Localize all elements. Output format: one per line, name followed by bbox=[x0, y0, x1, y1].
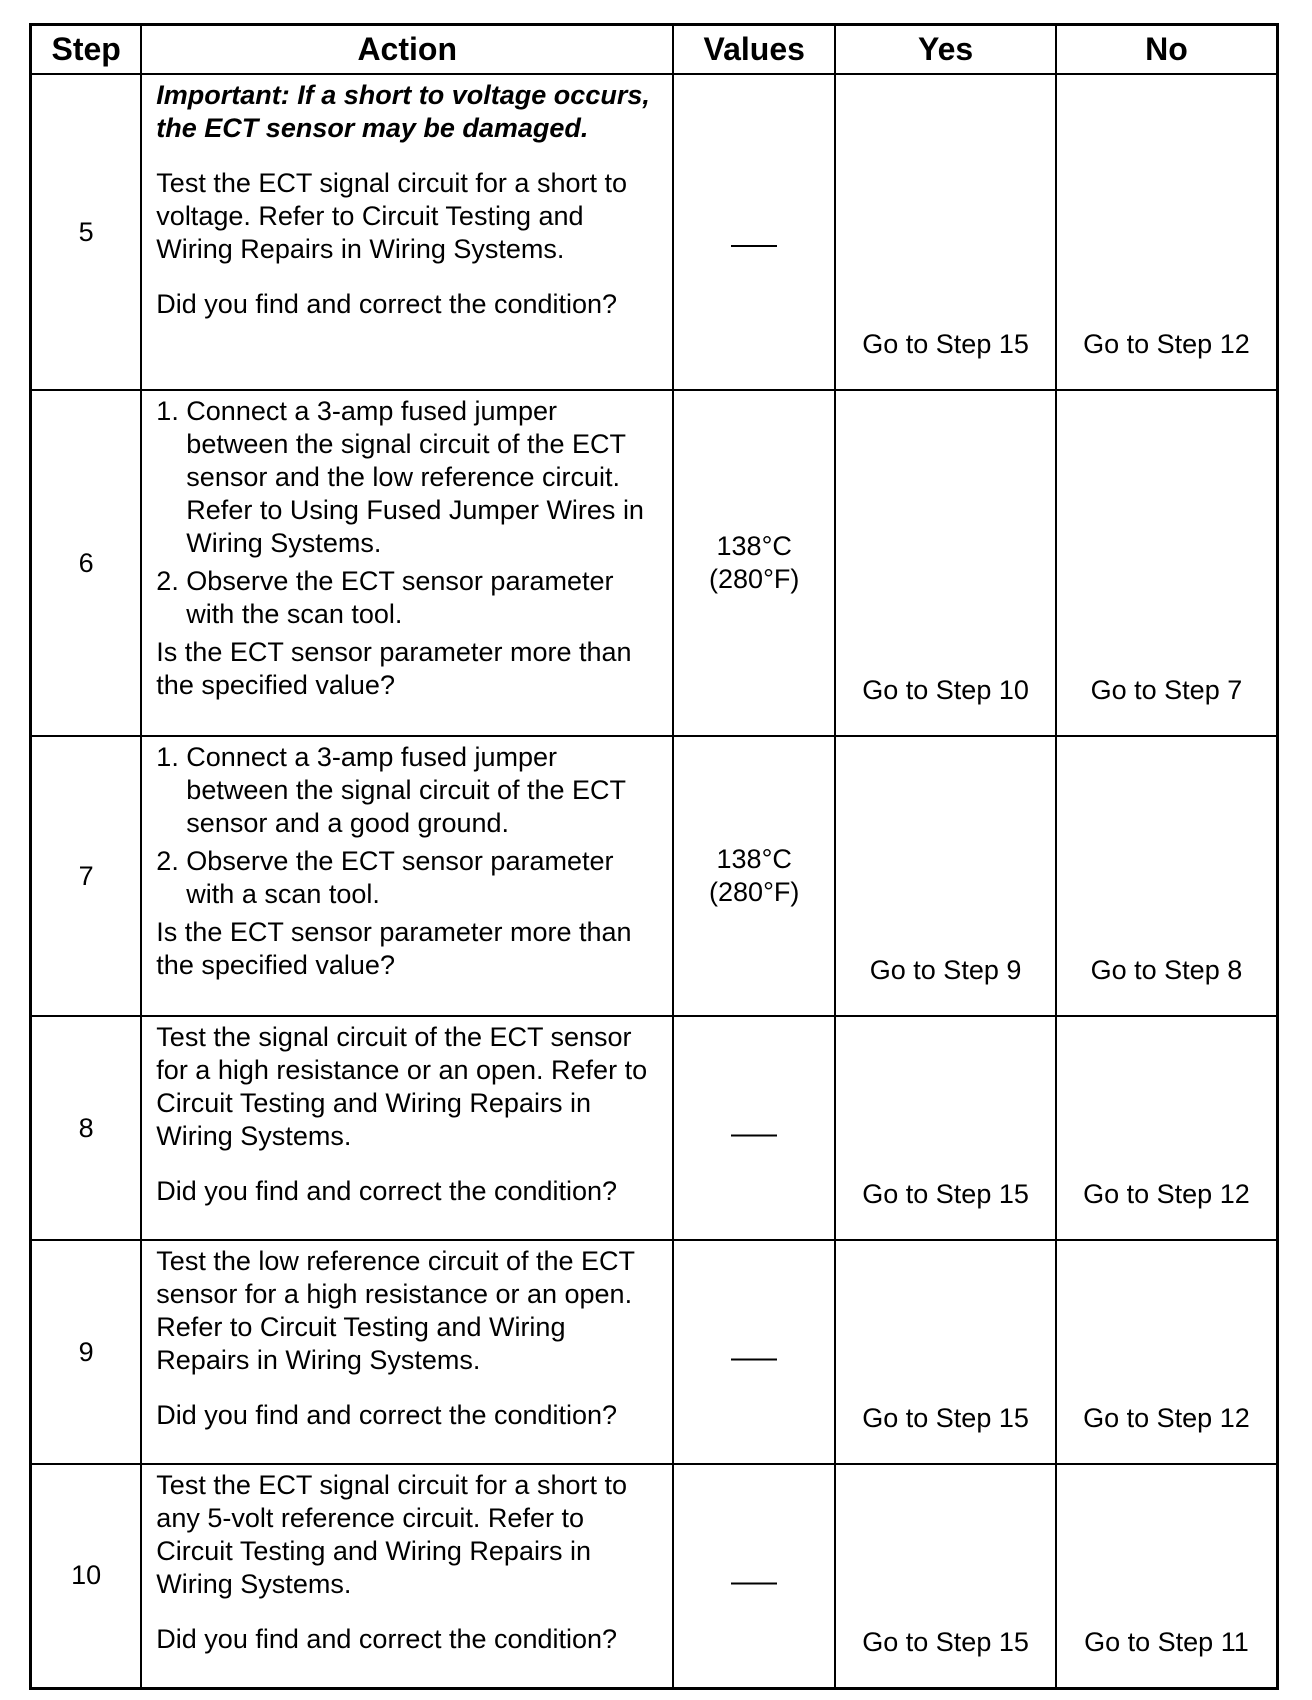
action-cell bbox=[141, 1240, 673, 1464]
yes-cell: Go to Step 10 bbox=[835, 390, 1056, 736]
item-text: Observe the ECT sensor parameter with a scan tool. bbox=[186, 846, 614, 909]
yes-cell: Go to Step 9 bbox=[835, 736, 1056, 1016]
item-number: 2. bbox=[156, 566, 179, 596]
list-item bbox=[156, 845, 658, 911]
no-value-dash bbox=[731, 1582, 777, 1584]
values-cell bbox=[673, 1240, 835, 1464]
values-cell bbox=[673, 1464, 835, 1688]
step-number: 8 bbox=[31, 1016, 142, 1240]
action-question: Is the ECT sensor parameter more than the specified value? bbox=[156, 917, 632, 980]
action-text: Test the signal circuit of the ECT sensor for a high resistance or an open. Refer to Circuit Testing and Wiring Repairs in Wiring Systems. bbox=[156, 1022, 648, 1151]
table-row bbox=[31, 74, 1278, 390]
header-values: Values bbox=[673, 25, 835, 75]
header-action: Action bbox=[141, 25, 673, 75]
action-text: Test the ECT signal circuit for a short to voltage. Refer to Circuit Testing and Wiring Repairs in Wiring Systems. bbox=[156, 168, 627, 264]
list-item bbox=[156, 395, 658, 560]
action-cell bbox=[141, 74, 673, 390]
no-value-dash bbox=[731, 1135, 777, 1137]
table-row bbox=[31, 736, 1278, 1016]
header-row bbox=[31, 25, 1278, 75]
step-number: 7 bbox=[31, 736, 142, 1016]
header-step: Step bbox=[31, 25, 142, 75]
no-cell: Go to Step 11 bbox=[1056, 1464, 1278, 1688]
step-number: 9 bbox=[31, 1240, 142, 1464]
no-cell: Go to Step 8 bbox=[1056, 736, 1278, 1016]
yes-cell: Go to Step 15 bbox=[835, 1464, 1056, 1688]
action-question: Is the ECT sensor parameter more than the specified value? bbox=[156, 637, 632, 700]
action-question: Did you find and correct the condition? bbox=[156, 1400, 618, 1430]
item-number: 1. bbox=[156, 396, 179, 426]
diagnostic-table bbox=[29, 23, 1279, 1690]
item-number: 2. bbox=[156, 846, 179, 876]
yes-cell: Go to Step 15 bbox=[835, 74, 1056, 390]
values-cell bbox=[673, 390, 835, 736]
list-item bbox=[156, 565, 658, 631]
table-row bbox=[31, 1240, 1278, 1464]
step-number: 5 bbox=[31, 74, 142, 390]
action-question: Did you find and correct the condition? bbox=[156, 1176, 618, 1206]
no-cell: Go to Step 12 bbox=[1056, 74, 1278, 390]
no-cell: Go to Step 12 bbox=[1056, 1016, 1278, 1240]
step-number: 10 bbox=[31, 1464, 142, 1688]
no-value-dash bbox=[731, 245, 777, 247]
value-fahrenheit: (280°F) bbox=[709, 877, 800, 907]
item-text: Connect a 3-amp fused jumper between the signal circuit of the ECT sensor and the low reference circuit. Refer to Using Fused Jumper Wires in Wiring Systems. bbox=[186, 396, 644, 558]
action-text: Test the low reference circuit of the ECT sensor for a high resistance or an open. Refer to Circuit Testing and Wiring Repairs in Wiring Systems. bbox=[156, 1246, 635, 1375]
action-question: Did you find and correct the condition? bbox=[156, 1624, 618, 1654]
item-text: Connect a 3-amp fused jumper between the signal circuit of the ECT sensor and a good ground. bbox=[186, 742, 626, 838]
action-cell bbox=[141, 390, 673, 736]
item-text: Observe the ECT sensor parameter with the scan tool. bbox=[186, 566, 614, 629]
value-celsius: 138°C bbox=[716, 844, 792, 874]
table-row bbox=[31, 1464, 1278, 1688]
list-item bbox=[156, 741, 658, 840]
action-cell bbox=[141, 1016, 673, 1240]
value-celsius: 138°C bbox=[716, 531, 792, 561]
action-text: Test the ECT signal circuit for a short to any 5-volt reference circuit. Refer to Circuit Testing and Wiring Repairs in Wiring Systems. bbox=[156, 1470, 627, 1599]
yes-cell: Go to Step 15 bbox=[835, 1016, 1056, 1240]
step-number: 6 bbox=[31, 390, 142, 736]
no-cell: Go to Step 7 bbox=[1056, 390, 1278, 736]
value-fahrenheit: (280°F) bbox=[709, 564, 800, 594]
no-cell: Go to Step 12 bbox=[1056, 1240, 1278, 1464]
action-steps bbox=[156, 741, 658, 911]
action-steps bbox=[156, 395, 658, 631]
values-cell bbox=[673, 736, 835, 1016]
table-row bbox=[31, 390, 1278, 736]
action-cell bbox=[141, 1464, 673, 1688]
header-no: No bbox=[1056, 25, 1278, 75]
header-yes: Yes bbox=[835, 25, 1056, 75]
action-question: Did you find and correct the condition? bbox=[156, 289, 618, 319]
no-value-dash bbox=[731, 1359, 777, 1361]
yes-cell: Go to Step 15 bbox=[835, 1240, 1056, 1464]
action-cell bbox=[141, 736, 673, 1016]
item-number: 1. bbox=[156, 742, 179, 772]
important-note: Important: If a short to voltage occurs, the ECT sensor may be damaged. bbox=[156, 80, 650, 143]
table-row bbox=[31, 1016, 1278, 1240]
values-cell bbox=[673, 1016, 835, 1240]
values-cell bbox=[673, 74, 835, 390]
